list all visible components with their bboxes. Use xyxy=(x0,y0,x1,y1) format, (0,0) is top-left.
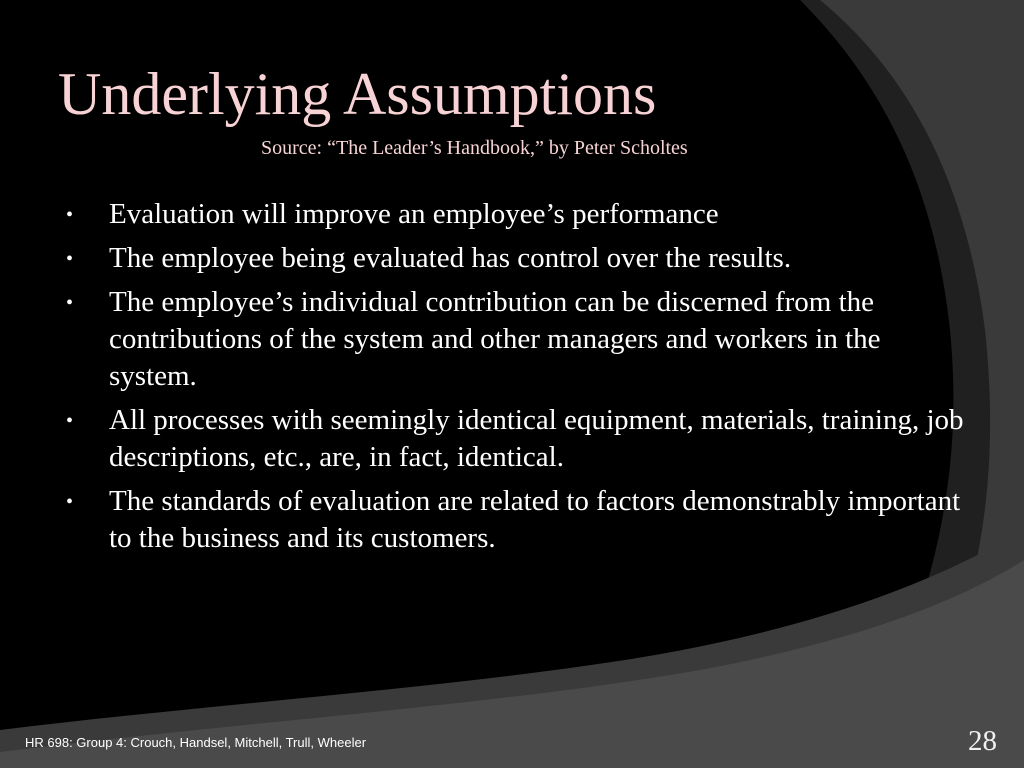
bullet-item-identical-processes xyxy=(66,402,966,476)
bullet-marker: • xyxy=(66,410,74,432)
assumptions-bullet-list xyxy=(66,196,966,564)
bullet-marker: • xyxy=(66,491,74,513)
bullet-text: Evaluation will improve an employee’s performance xyxy=(109,198,719,230)
slide-footer: HR 698: Group 4: Crouch, Handsel, Mitchell, Trull, Wheeler xyxy=(25,735,367,750)
bullet-text: The employee’s individual contribution can be discerned from the contributions of the system and other managers and workers in the system. xyxy=(109,286,881,392)
bullet-text: All processes with seemingly identical equipment, materials, training, job descriptions, etc., are, in fact, identical. xyxy=(109,404,964,473)
bullet-item-evaluation-standards xyxy=(66,483,966,557)
bullet-marker: • xyxy=(66,248,74,270)
bullet-text: The employee being evaluated has control over the results. xyxy=(109,242,792,274)
slide-title: Underlying Assumptions xyxy=(58,61,657,127)
bullet-marker: • xyxy=(66,204,74,226)
bullet-item-employee-control xyxy=(66,240,966,277)
bullet-item-individual-contribution xyxy=(66,284,966,395)
bullet-text: The standards of evaluation are related to factors demonstrably important to the business and its customers. xyxy=(109,485,961,554)
bullet-marker: • xyxy=(66,292,74,314)
slide-page-number: 28 xyxy=(968,725,997,757)
slide-source-subtitle: Source: “The Leader’s Handbook,” by Peter Scholtes xyxy=(261,137,688,159)
bullet-item-evaluation-improves-performance xyxy=(66,196,966,233)
